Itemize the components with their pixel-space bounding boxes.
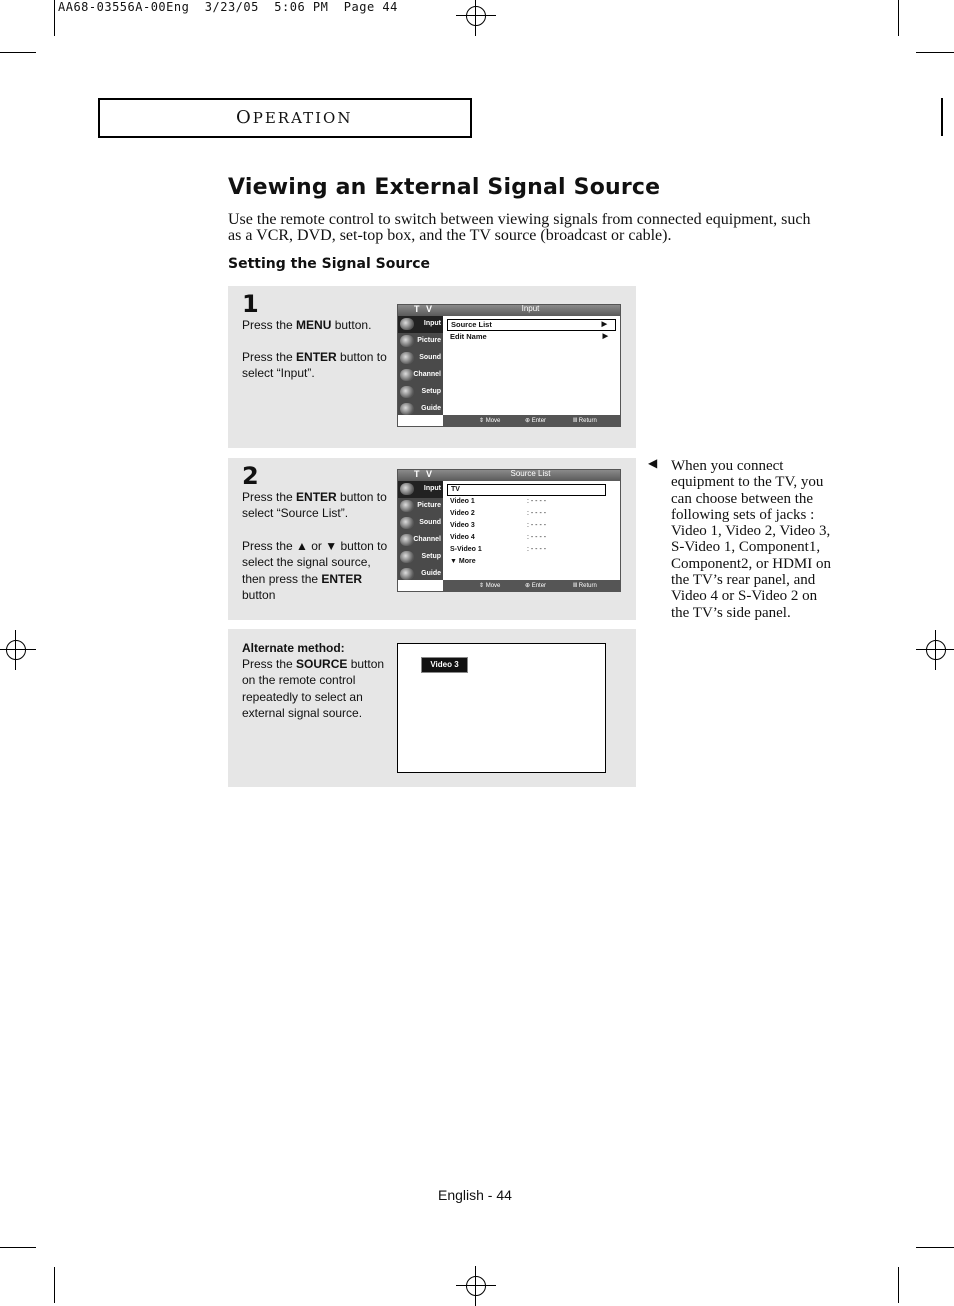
osd-source-item: Video 1 : - - - - xyxy=(450,498,547,505)
crop-mark xyxy=(898,1267,899,1303)
osd-title: Source List xyxy=(510,469,551,478)
osd-sidebar xyxy=(398,481,443,580)
picture-icon xyxy=(400,335,414,347)
tv-screen xyxy=(397,643,606,773)
side-note: When you connect equipment to the TV, you can choose between the following sets of jacks : Video 1, Video 2, Video 3, S-Video 1, Component1, Component2, or HDMI on the TV’s rear panel, and Video 4 or S-Video 2 on the TV’s side panel. xyxy=(671,458,831,621)
crop-mark xyxy=(941,98,943,136)
step1-panel xyxy=(228,286,636,448)
input-icon xyxy=(400,483,414,495)
alternate-heading: Alternate method: xyxy=(242,641,345,655)
alternate-panel xyxy=(228,629,636,787)
setup-icon xyxy=(400,551,414,563)
osd-menu-list xyxy=(447,319,616,343)
picture-icon xyxy=(400,500,414,512)
osd-side-picture: Picture xyxy=(398,498,443,515)
arrow-right-icon: ▶ xyxy=(601,321,607,328)
enter-hint: ⊕ Enter xyxy=(525,583,547,589)
arrow-right-icon: ▶ xyxy=(602,333,608,340)
osd-side-guide: Guide xyxy=(398,401,443,418)
osd-source-item: Video 3 : - - - - xyxy=(450,522,547,529)
sound-icon xyxy=(400,517,414,529)
osd-source-item: S-Video 1 : - - - - xyxy=(450,546,547,553)
return-hint: Ⅲ Return xyxy=(573,583,597,589)
page-number: English - 44 xyxy=(438,1187,512,1203)
osd-bottom-bar xyxy=(443,580,620,591)
return-hint: Ⅲ Return xyxy=(573,418,597,424)
osd-side-setup: Setup xyxy=(398,384,443,401)
crop-mark xyxy=(916,1247,954,1248)
osd-bottom-bar xyxy=(443,415,620,426)
osd-menu-item: Edit Name ▶ xyxy=(450,332,608,341)
osd-input-menu xyxy=(397,304,621,427)
crop-mark xyxy=(0,1247,36,1248)
note-arrow-icon: ◀ xyxy=(648,456,658,470)
step1-line2: Press the ENTER button to select “Input”. xyxy=(242,350,387,381)
osd-title: Input xyxy=(521,304,540,313)
osd-source-list xyxy=(397,469,621,592)
step2-line2: Press the ▲ or ▼ button to select the signal source, then press the ENTER button xyxy=(242,539,388,602)
osd-side-input: Input xyxy=(398,316,443,333)
section-label: OPERATION xyxy=(236,107,353,128)
crop-mark xyxy=(898,0,899,36)
osd-side-setup: Setup xyxy=(398,549,443,566)
osd-source-item: TV xyxy=(447,484,606,496)
step2-panel xyxy=(228,458,636,620)
crop-mark xyxy=(54,0,55,36)
registration-mark xyxy=(456,1266,496,1306)
osd-side-channel: Channel xyxy=(398,367,443,384)
osd-side-sound: Sound xyxy=(398,350,443,367)
page-title: Viewing an External Signal Source xyxy=(228,175,661,200)
step-number: 1 xyxy=(242,290,259,318)
osd-side-channel: Channel xyxy=(398,532,443,549)
source-badge: Video 3 xyxy=(421,657,468,673)
osd-side-picture: Picture xyxy=(398,333,443,350)
osd-more-item: ▼ More xyxy=(450,558,476,565)
move-hint: ⇕ Move xyxy=(479,583,501,589)
osd-side-sound: Sound xyxy=(398,515,443,532)
crop-mark xyxy=(916,52,954,53)
step2-line1: Press the ENTER button to select “Source List”. xyxy=(242,490,387,521)
registration-mark xyxy=(916,630,954,670)
channel-icon xyxy=(400,369,414,381)
guide-icon xyxy=(400,403,414,415)
osd-tv-label: T V xyxy=(414,469,435,479)
registration-mark xyxy=(0,630,36,670)
step-number: 2 xyxy=(242,462,259,490)
osd-source-item: Video 4 : - - - - xyxy=(450,534,547,541)
osd-sidebar xyxy=(398,316,443,415)
crop-mark xyxy=(54,1267,55,1303)
osd-side-guide: Guide xyxy=(398,566,443,583)
osd-tv-label: T V xyxy=(414,304,435,314)
osd-source-item: Video 2 : - - - - xyxy=(450,510,547,517)
input-icon xyxy=(400,318,414,330)
intro-text: Use the remote control to switch between viewing signals from connected equipment, such as a VCR, DVD, set-top box, and the TV source (broadcast or cable). xyxy=(228,211,811,244)
osd-source-items xyxy=(447,484,616,568)
registration-mark xyxy=(456,0,496,36)
guide-icon xyxy=(400,568,414,580)
subtitle: Setting the Signal Source xyxy=(228,256,431,272)
enter-hint: ⊕ Enter xyxy=(525,418,547,424)
osd-side-input: Input xyxy=(398,481,443,498)
step1-line1: Press the MENU button. xyxy=(242,318,372,332)
crop-mark xyxy=(0,52,36,53)
alternate-text: Press the SOURCE button on the remote control repeatedly to select an external signal source. xyxy=(242,657,385,720)
sound-icon xyxy=(400,352,414,364)
channel-icon xyxy=(400,534,414,546)
print-header: AA68-03556A-00Eng 3/23/05 5:06 PM Page 44 xyxy=(58,0,398,14)
setup-icon xyxy=(400,386,414,398)
osd-menu-item: Source List ▶ xyxy=(447,319,616,331)
move-hint: ⇕ Move xyxy=(479,418,501,424)
